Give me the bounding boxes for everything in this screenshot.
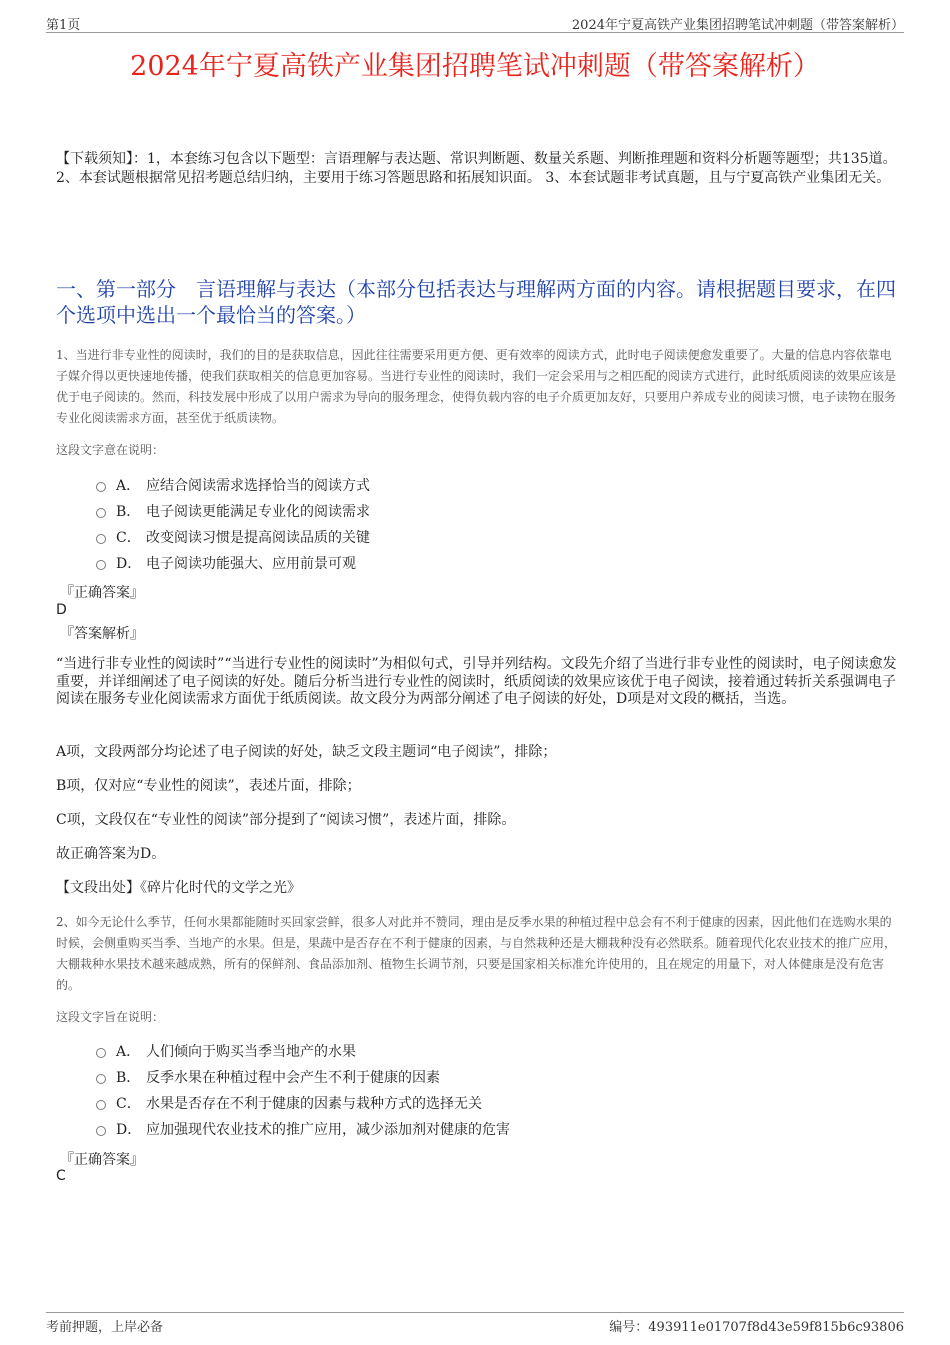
radio-icon[interactable]	[96, 1100, 106, 1110]
question-1-analysis-main: “当进行非专业性的阅读时”“当进行专业性的阅读时”为相似句式，引导并列结构。文段先介绍了当进行非专业性的阅读时，电子阅读愈发重要，并详细阐述了电子阅读的好处。随后分析当进行专业性的阅读时，纸质阅读的效果应该优于电子阅读，接着通过转折关系强调电子阅读在服务专业化阅读需求方面优于纸质阅读。故文段分为两部分阐述了电子阅读的好处，D项是对文段的概括，当选。	[56, 656, 897, 707]
page-header	[46, 14, 904, 33]
radio-icon[interactable]	[96, 482, 106, 492]
question-1-stem: 1、当进行非专业性的阅读时，我们的目的是获取信息，因此往往需要采用更方便、更有效率的阅读方式，此时电子阅读便愈发重要了。大量的信息内容依靠电子媒介得以更快速地传播，使我们获取相关的信息更加容易。当进行专业性的阅读时，我们一定会采用与之相匹配的阅读方式进行，此时纸质阅读的效果应该是优于电子阅读的。然而，科技发展中形成了以用户需求为导向的服务理念，使得负载内容的电子介质更加友好，只要用户养成专业的阅读习惯，电子读物在服务专业化阅读需求方面，甚至优于纸质读物。	[56, 348, 897, 425]
question-1-analysis-c: C项，文段仅在“专业性的阅读”部分提到了“阅读习惯”，表述片面，排除。	[56, 812, 516, 828]
question-1-option-d[interactable]: D． 电子阅读功能强大、应用前景可观	[96, 551, 896, 577]
question-1-option-b[interactable]: B． 电子阅读更能满足专业化的阅读需求	[96, 499, 896, 525]
question-1-analysis-a: A项，文段两部分均论述了电子阅读的好处，缺乏文段主题词“电子阅读”，排除；	[56, 744, 557, 760]
download-notice: 【下载须知】：1，本套练习包含以下题型：言语理解与表达题、常识判断题、数量关系题、判断推理题和资料分析题等题型；共135道。 2、本套试题根据常见招考题总结归纳，主要用于练习答题思路和拓展知识面。 3、本套试题非考试真题，且与宁夏高铁产业集团无关。	[56, 151, 897, 186]
radio-icon[interactable]	[96, 1074, 106, 1084]
document-title: 2024年宁夏高铁产业集团招聘笔试冲刺题（带答案解析）	[130, 51, 820, 82]
radio-icon[interactable]	[96, 508, 106, 518]
question-1-conclusion: 故正确答案为D。	[56, 846, 166, 862]
question-2-answer-label: 『正确答案』	[60, 1152, 144, 1168]
question-2-option-a[interactable]: A． 人们倾向于购买当季当地产的水果	[96, 1039, 896, 1065]
question-2-option-c[interactable]: C． 水果是否存在不利于健康的因素与栽种方式的选择无关	[96, 1091, 896, 1117]
question-2-prompt: 这段文字旨在说明：	[56, 1010, 165, 1024]
question-2-stem: 2、如今无论什么季节，任何水果都能随时买回家尝鲜，很多人对此并不赞同，理由是反季水果的种植过程中总会有不利于健康的因素，因此他们在选购水果的时候，会侧重购买当季、当地产的水果。但是，果蔬中是否存在不利于健康的因素，与自然栽种还是大棚栽种没有必然联系。随着现代化农业技术的推广应用，大棚栽种水果技术越来越成熟，所有的保鲜剂、食品添加剂、植物生长调节剂，只要是国家相关标准允许使用的，且在规定的用量下，对人体健康是没有危害的。	[56, 915, 897, 992]
question-1-analysis-b: B项，仅对应“专业性的阅读”，表述片面，排除；	[56, 778, 361, 794]
question-1-answer-label: 『正确答案』	[60, 585, 144, 601]
question-2-options	[96, 1039, 896, 1143]
question-1-answer: D	[56, 602, 67, 618]
radio-icon[interactable]	[96, 534, 106, 544]
question-1-prompt: 这段文字意在说明：	[56, 443, 165, 457]
question-1-option-a[interactable]: A． 应结合阅读需求选择恰当的阅读方式	[96, 473, 896, 499]
question-2-option-d[interactable]: D． 应加强现代农业技术的推广应用，减少添加剂对健康的危害	[96, 1117, 896, 1143]
page-footer	[46, 1312, 904, 1333]
question-1-options	[96, 473, 896, 577]
radio-icon[interactable]	[96, 560, 106, 570]
question-1-analysis-label: 『答案解析』	[60, 626, 144, 642]
page-number: 第1页	[46, 18, 81, 33]
question-1-source: 【文段出处】《碎片化时代的文学之光》	[56, 880, 301, 896]
question-1-option-c[interactable]: C． 改变阅读习惯是提高阅读品质的关键	[96, 525, 896, 551]
question-2-answer: C	[56, 1168, 66, 1184]
radio-icon[interactable]	[96, 1126, 106, 1136]
footer-slogan: 考前押题，上岸必备	[46, 1320, 164, 1335]
question-2-option-b[interactable]: B． 反季水果在种植过程中会产生不利于健康的因素	[96, 1065, 896, 1091]
header-doc-title: 2024年宁夏高铁产业集团招聘笔试冲刺题（带答案解析）	[571, 18, 904, 33]
radio-icon[interactable]	[96, 1048, 106, 1058]
section-heading: 一、第一部分 言语理解与表达（本部分包括表达与理解两方面的内容。请根据题目要求，在四个选项中选出一个最恰当的答案。）	[56, 277, 896, 327]
document-id: 编号：493911e01707f8d43e59f815b6c93806	[609, 1320, 904, 1335]
